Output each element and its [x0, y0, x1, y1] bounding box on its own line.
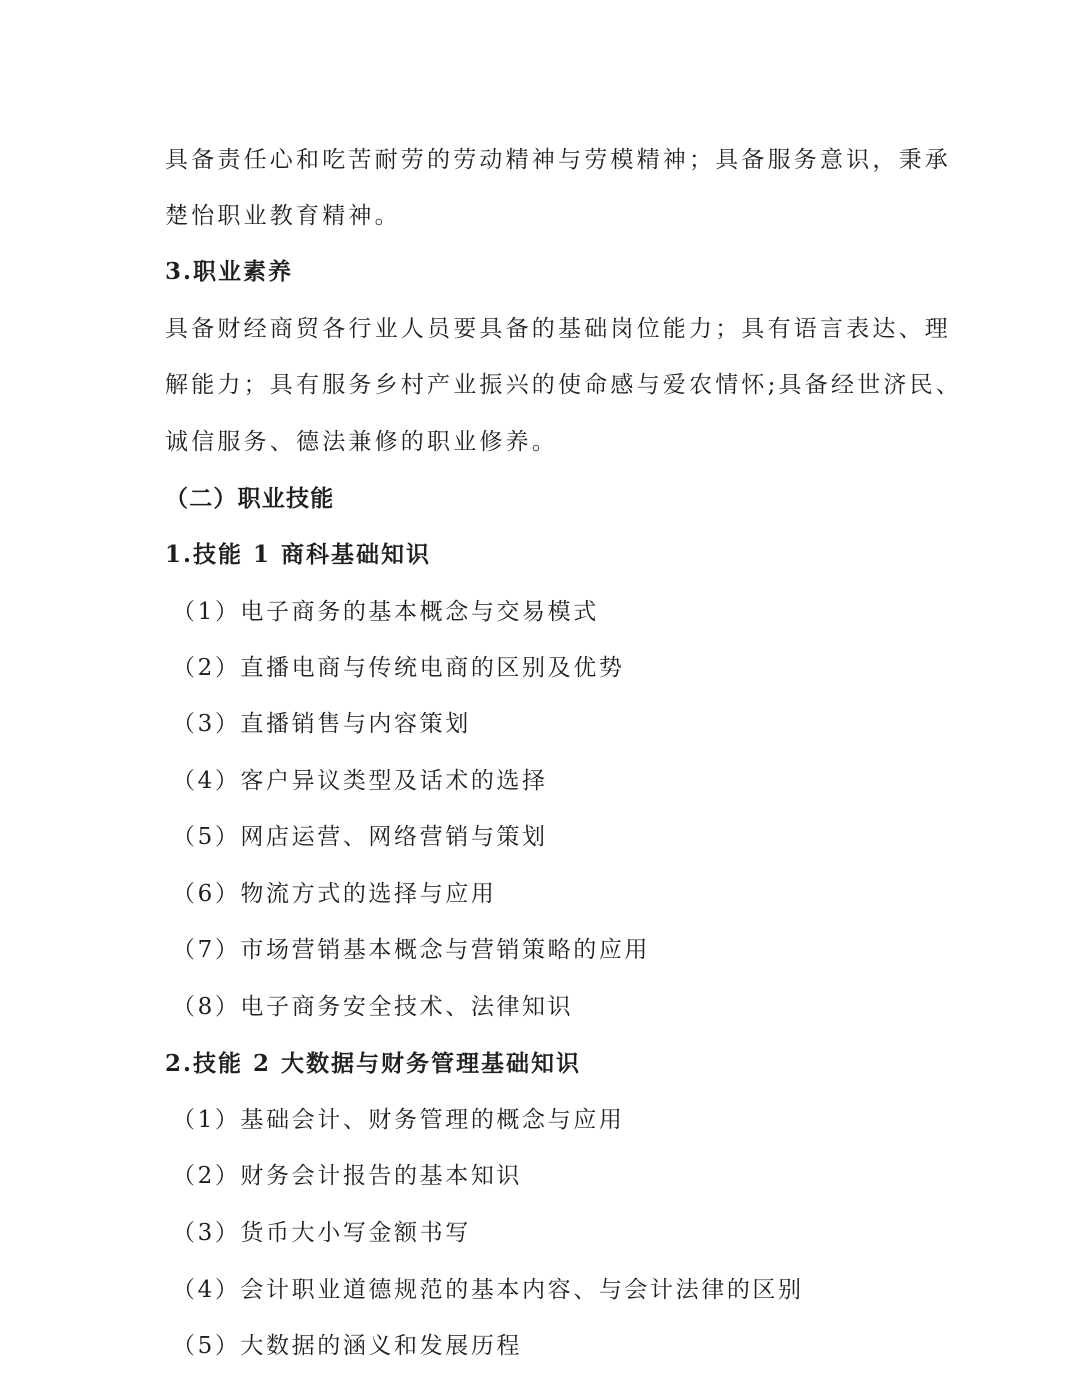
- skills-section-heading: （二）职业技能: [165, 485, 335, 512]
- paragraph-line: 诚信服务、德法兼修的职业修养。: [165, 429, 558, 455]
- paragraph-line: 具备财经商贸各行业人员要具备的基础岗位能力；具有语言表达、理: [165, 316, 951, 342]
- paragraph-line: 解能力；具有服务乡村产业振兴的使命感与爱农情怀;具备经世济民、: [165, 372, 962, 398]
- skill2-title: 2.技能 2 大数据与财务管理基础知识: [165, 1050, 582, 1077]
- skill1-list-item: （2）直播电商与传统电商的区别及优势: [172, 655, 625, 681]
- skill1-list-item: （5）网店运营、网络营销与策划: [172, 824, 548, 850]
- skill1-list-item: （7）市场营销基本概念与营销策略的应用: [172, 937, 651, 963]
- skill1-list-item: （6）物流方式的选择与应用: [172, 881, 497, 907]
- skill2-list-item: （5）大数据的涵义和发展历程: [172, 1333, 523, 1359]
- skill2-list-item: （4）会计职业道德规范的基本内容、与会计法律的区别: [172, 1277, 804, 1303]
- skill2-list-item: （1）基础会计、财务管理的概念与应用: [172, 1107, 625, 1133]
- skill1-list-item: （4）客户异议类型及话术的选择: [172, 768, 548, 794]
- paragraph-line: 具备责任心和吃苦耐劳的劳动精神与劳模精神；具备服务意识，秉承: [165, 147, 951, 173]
- skill2-list-item: （2）财务会计报告的基本知识: [172, 1163, 523, 1189]
- skill2-list-item: （3）货币大小写金额书写: [172, 1220, 471, 1246]
- paragraph-line: 楚怡职业教育精神。: [165, 203, 401, 229]
- skill1-title: 1.技能 1 商科基础知识: [165, 541, 432, 568]
- professional-quality-heading: 3.职业素养: [165, 258, 294, 285]
- skill1-list-item: （3）直播销售与内容策划: [172, 711, 471, 737]
- skill1-list-item: （8）电子商务安全技术、法律知识: [172, 994, 574, 1020]
- skill1-list-item: （1）电子商务的基本概念与交易模式: [172, 599, 599, 625]
